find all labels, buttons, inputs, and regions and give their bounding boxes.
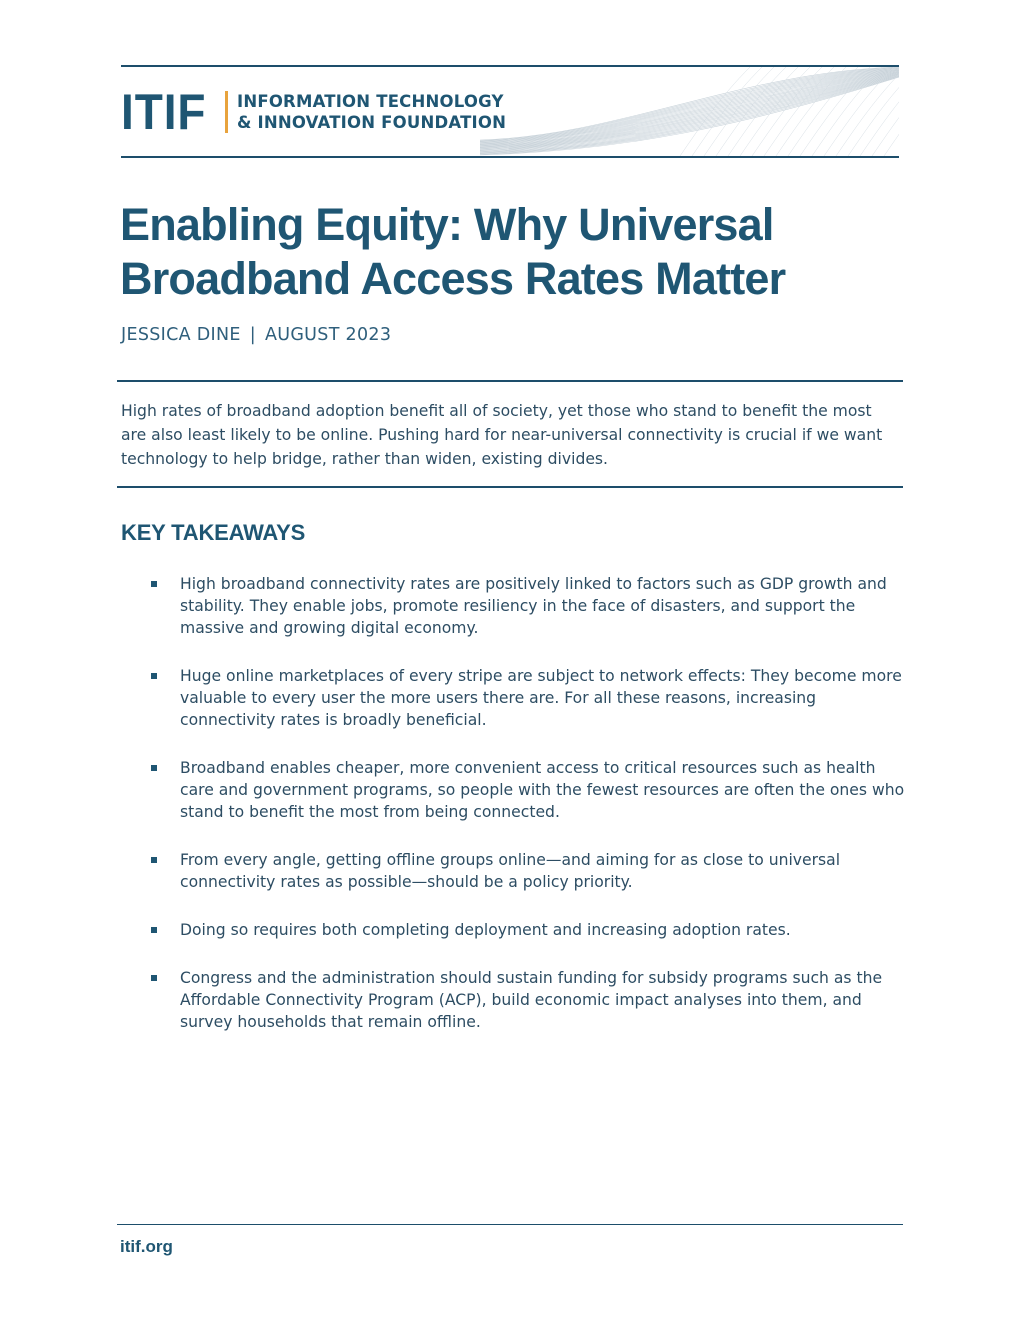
takeaway-text: From every angle, getting offline groups online—and aiming for as close to universal connectivity rates as possible—should be a policy priority. xyxy=(180,851,841,891)
summary-paragraph: High rates of broadband adoption benefit all of society, yet those who stand to benefit the most are also least likely to be online. Pushing hard for near-universal connectivity is crucial if we want technology to help bridge, rather than widen, existing divides. xyxy=(121,402,883,468)
wave-line xyxy=(480,71,899,146)
author: JESSICA DINE xyxy=(121,325,241,345)
square-bullet-icon xyxy=(151,857,157,863)
footer-site-link[interactable]: itif.org xyxy=(120,1237,173,1256)
summary-bottom-rule xyxy=(117,486,903,488)
takeaway-text: Congress and the administration should sustain funding for subsidy programs such as the Affordable Connectivity Program (ACP), build economic impact analyses into them, and survey households that remain offline. xyxy=(180,969,883,1031)
wave-crossline xyxy=(752,67,822,156)
logo-wordmark xyxy=(237,91,506,133)
logo-divider xyxy=(225,91,228,133)
square-bullet-icon xyxy=(151,673,157,679)
logo-mark: ITIF xyxy=(121,84,207,140)
logo-line-2: & INNOVATION FOUNDATION xyxy=(237,113,507,132)
square-bullet-icon xyxy=(151,765,157,771)
square-bullet-icon xyxy=(151,581,157,587)
report-title: Enabling Equity: Why Universal Broadband Access Rates Matter xyxy=(120,199,786,304)
square-bullet-icon xyxy=(151,927,157,933)
publication-date: AUGUST 2023 xyxy=(264,325,392,345)
takeaway-text: Doing so requires both completing deployment and increasing adoption rates. xyxy=(180,921,791,939)
byline-separator: | xyxy=(249,325,256,345)
takeaway-text: High broadband connectivity rates are positively linked to factors such as GDP growth and stability. They enable jobs, promote resiliency in the face of disasters, and support the massive and growing digital economy. xyxy=(180,575,887,637)
footer-rule xyxy=(117,1224,903,1225)
itif-logo[interactable] xyxy=(121,84,507,140)
square-bullet-icon xyxy=(151,975,157,981)
key-takeaways-heading: KEY TAKEAWAYS xyxy=(121,520,306,545)
byline xyxy=(121,325,391,345)
summary-top-rule xyxy=(117,380,903,382)
takeaway-text: Broadband enables cheaper, more convenient access to critical resources such as health care and government programs, so people with the fewest resources are often the ones who stand to benefit the most from being connected. xyxy=(180,759,905,821)
decorative-wave-lines xyxy=(480,67,899,156)
takeaway-text: Huge online marketplaces of every stripe are subject to network effects: They become more valuable to every user the more users there are. For all these reasons, increasing connectivity rates is broadly beneficial. xyxy=(180,667,902,729)
wave-crossline xyxy=(776,67,846,156)
logo-line-1: INFORMATION TECHNOLOGY xyxy=(237,92,504,111)
header-bottom-rule xyxy=(121,156,899,158)
